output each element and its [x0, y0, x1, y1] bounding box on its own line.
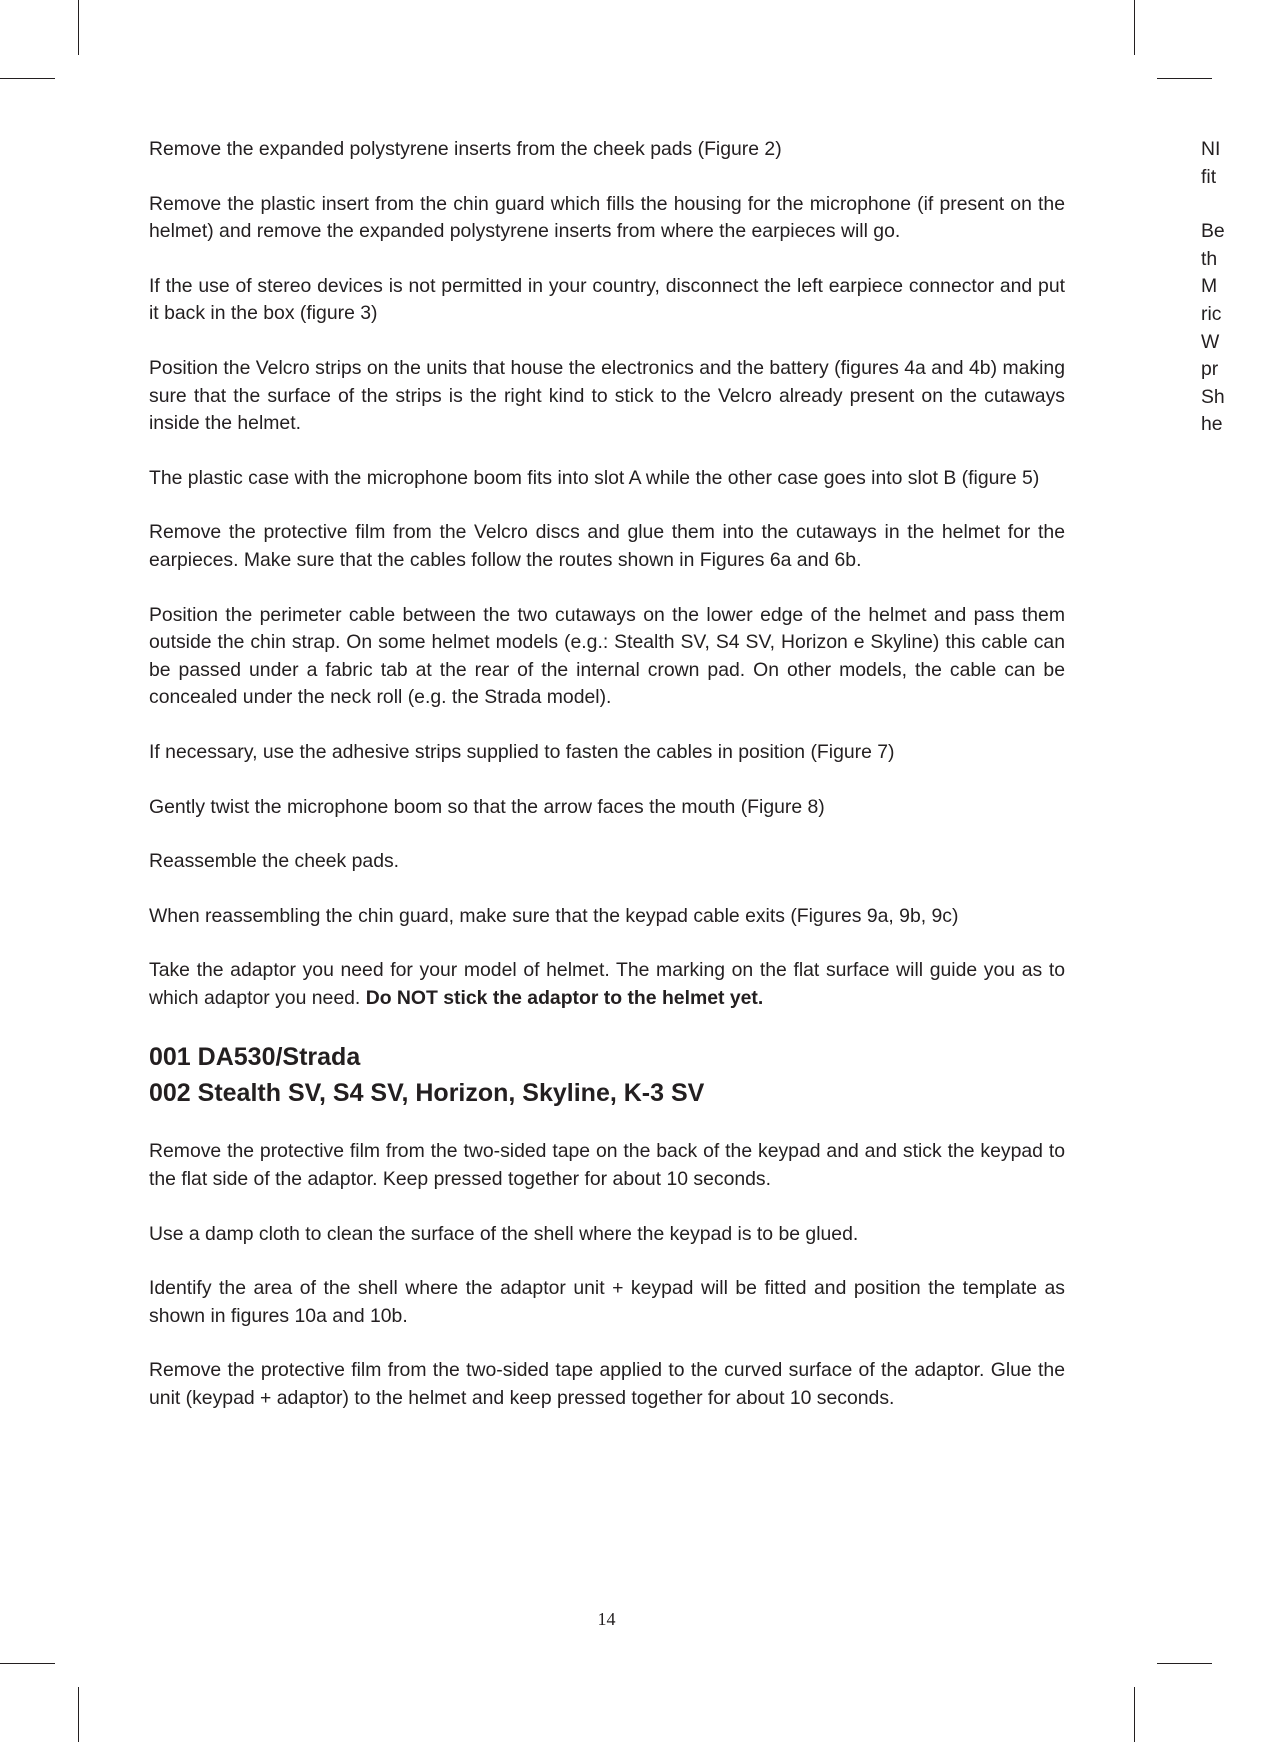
crop-mark-bottom-right-vertical — [1134, 1687, 1135, 1742]
adjacent-page-text-fragment: W — [1201, 330, 1220, 353]
adaptor-warning: Do NOT stick the adaptor to the helmet yet. — [365, 986, 764, 1009]
fitting-paragraph-2: Use a damp cloth to clean the surface of the shell where the keypad is to be glued. — [149, 1222, 859, 1245]
fitting-paragraph-1: Remove the protective film from the two-sided tape on the back of the keypad and and stick the keypad to the flat side of the adaptor. Keep pressed together for about 10 seconds. — [149, 1140, 1065, 1191]
crop-mark-top-right-horizontal — [1157, 78, 1212, 79]
fitting-paragraph-4: Remove the protective film from the two-sided tape applied to the curved surface of the adaptor. Glue the unit (keypad + adaptor) to the helmet and keep pressed together for about 10 seconds. — [149, 1359, 1065, 1410]
adjacent-page-text-fragment: Be — [1201, 220, 1225, 243]
instruction-paragraph-3: If the use of stereo devices is not permitted in your country, disconnect the left earpiece connector and put it back in the box (figure 3) — [149, 274, 1065, 325]
instruction-paragraph-7: Position the perimeter cable between the two cutaways on the lower edge of the helmet and pass them outside the chin strap. On some helmet models (e.g.: Stealth SV, S4 SV, Horizon e Skyline) this cable can be passed under a fabric tab at the rear of the internal crown pad. On other models, the cable can be concealed under the neck roll (e.g. the Strada model). — [149, 603, 1065, 709]
page-number: 14 — [597, 1609, 616, 1629]
adaptor-heading-002: 002 Stealth SV, S4 SV, Horizon, Skyline, K-3 SV — [149, 1079, 705, 1108]
adaptor-heading-001: 001 DA530/Strada — [149, 1043, 361, 1072]
adjacent-page-text-fragment: M — [1201, 275, 1218, 298]
instruction-paragraph-6: Remove the protective film from the Velcro discs and glue them into the cutaways in the helmet for the earpieces. Make sure that the cables follow the routes shown in Figures 6a and 6b. — [149, 521, 1065, 571]
instruction-paragraph-9: Gently twist the microphone boom so that the arrow faces the mouth (Figure 8) — [149, 795, 825, 818]
crop-mark-top-left-vertical — [78, 0, 79, 55]
instruction-paragraph-1: Remove the expanded polystyrene inserts from the cheek pads (Figure 2) — [149, 138, 782, 160]
adjacent-page-text-fragment: fit — [1201, 165, 1217, 188]
crop-mark-bottom-right-horizontal — [1157, 1663, 1212, 1664]
instructions-list — [149, 136, 1065, 930]
adjacent-page-text-fragment: pr — [1201, 358, 1219, 381]
adaptor-headings — [149, 1039, 1065, 1111]
fitting-paragraph-3: Identify the area of the shell where the adaptor unit + keypad will be fitted and position the template as shown in figures 10a and 10b. — [149, 1277, 1065, 1327]
adjacent-page-text-fragment: NI — [1201, 138, 1221, 160]
adjacent-page-text-fragment: he — [1201, 413, 1223, 436]
adjacent-page-fragment — [1201, 136, 1261, 439]
instruction-paragraph-2: Remove the plastic insert from the chin guard which fills the housing for the microphone (if present on the helmet) and remove the expanded polystyrene inserts from where the earpieces will go. — [149, 192, 1065, 243]
instruction-paragraph-11: When reassembling the chin guard, make sure that the keypad cable exits (Figures 9a, 9b, 9c) — [149, 904, 959, 927]
adjacent-page-text-fragment: th — [1201, 247, 1218, 270]
adaptor-paragraph — [149, 957, 1065, 1012]
adjacent-page-text-fragment: ric — [1201, 302, 1222, 325]
crop-mark-top-left-horizontal — [0, 78, 55, 79]
crop-mark-top-right-vertical — [1134, 0, 1135, 55]
fitting-instructions-list — [149, 1138, 1065, 1412]
crop-mark-bottom-left-horizontal — [0, 1663, 55, 1664]
instruction-paragraph-4: Position the Velcro strips on the units that house the electronics and the battery (figures 4a and 4b) making sure that the surface of the strips is the right kind to stick to the Velcro already present on the cutaways inside the helmet. — [149, 356, 1065, 435]
crop-mark-bottom-left-vertical — [78, 1687, 79, 1742]
adaptor-paragraph-text: Take the adaptor you need for your model of helmet. The marking on the flat surface will guide you as to which adaptor you need. — [149, 959, 1065, 1009]
adjacent-page-text-fragment: Sh — [1201, 385, 1225, 408]
instruction-paragraph-8: If necessary, use the adhesive strips supplied to fasten the cables in position (Figure 7) — [149, 740, 895, 763]
instruction-paragraph-10: Reassemble the cheek pads. — [149, 850, 400, 873]
instruction-paragraph-5: The plastic case with the microphone boom fits into slot A while the other case goes into slot B (figure 5) — [149, 466, 1040, 489]
page-content — [149, 136, 1065, 1440]
